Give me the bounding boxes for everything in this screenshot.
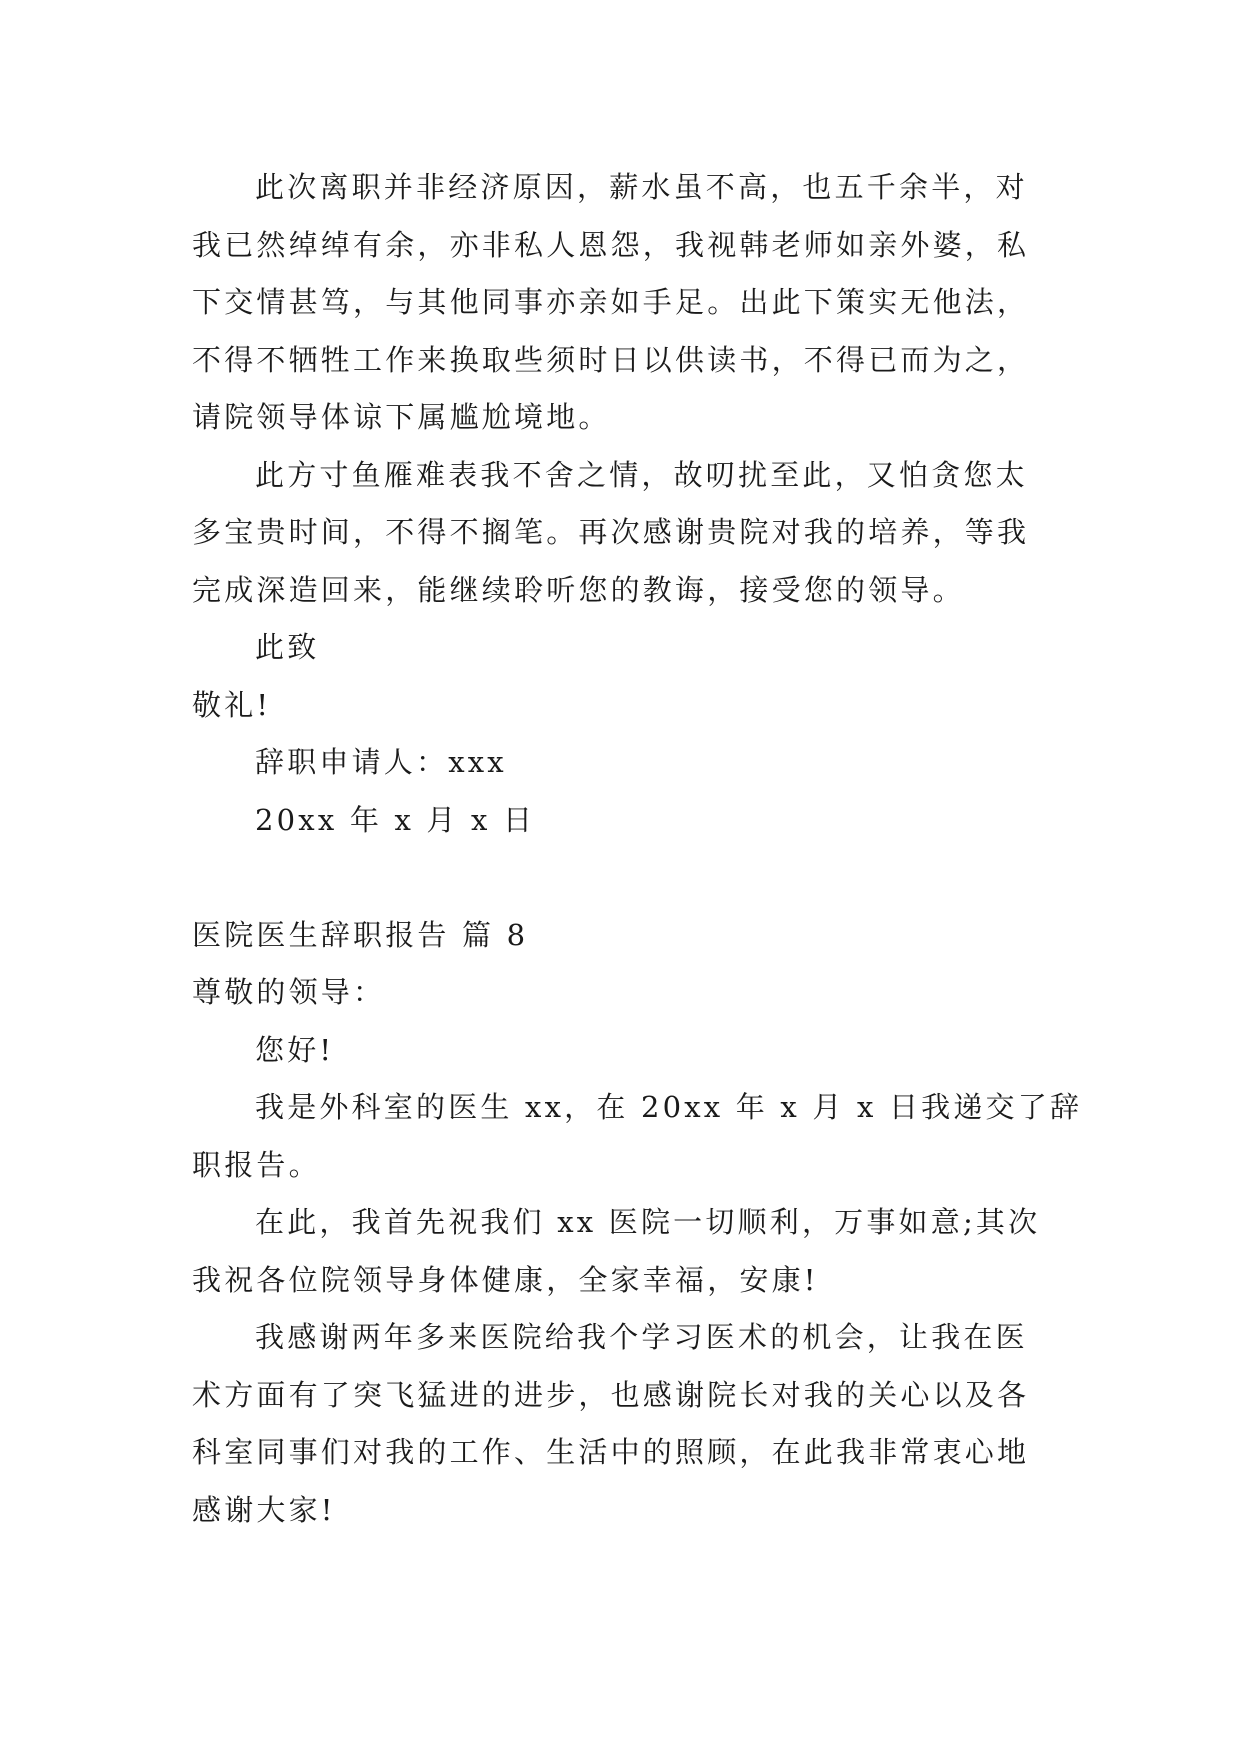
paragraph-line: 科室同事们对我的工作、生活中的照顾，在此我非常衷心地 <box>192 1435 1030 1469</box>
paragraph-line: 职报告。 <box>192 1148 321 1182</box>
paragraph-line: 多宝贵时间，不得不搁笔。再次感谢贵院对我的培养，等我 <box>192 515 1030 549</box>
salute-text: 敬礼! <box>192 688 272 722</box>
paragraph-line: 完成深造回来，能继续聆听您的教诲，接受您的领导。 <box>192 573 965 607</box>
paragraph-line: 术方面有了突飞猛进的进步，也感谢院长对我的关心以及各 <box>192 1378 1030 1412</box>
paragraph-line: 下交情甚笃，与其他同事亦亲如手足。出此下策实无他法， <box>192 285 1030 319</box>
paragraph-line: 在此，我首先祝我们 xx 医院一切顺利，万事如意;其次 <box>255 1205 1041 1239</box>
section-title: 医院医生辞职报告 篇 8 <box>192 918 529 952</box>
paragraph-line: 此方寸鱼雁难表我不舍之情，故叨扰至此，又怕贪您太 <box>255 458 1028 492</box>
paragraph-line: 我已然绰绰有余，亦非私人恩怨，我视韩老师如亲外婆，私 <box>192 228 1030 262</box>
paragraph-line: 感谢大家! <box>192 1493 336 1527</box>
paragraph-line: 不得不牺牲工作来换取些须时日以供读书，不得已而为之， <box>192 343 1030 377</box>
paragraph-line: 我感谢两年多来医院给我个学习医术的机会，让我在医 <box>255 1320 1028 1354</box>
paragraph-line: 我祝各位院领导身体健康，全家幸福，安康! <box>192 1263 819 1297</box>
hello-line: 您好! <box>255 1033 335 1067</box>
paragraph-line: 此次离职并非经济原因，薪水虽不高，也五千余半，对 <box>255 170 1028 204</box>
greeting-line: 尊敬的领导： <box>192 975 386 1009</box>
signer-line: 辞职申请人：xxx <box>255 745 507 779</box>
closing-text: 此致 <box>255 630 320 664</box>
date-line: 20xx 年 x 月 x 日 <box>255 803 536 837</box>
paragraph-line: 我是外科室的医生 xx，在 20xx 年 x 月 x 日我递交了辞 <box>255 1090 1083 1124</box>
paragraph-line: 请院领导体谅下属尴尬境地。 <box>192 400 611 434</box>
